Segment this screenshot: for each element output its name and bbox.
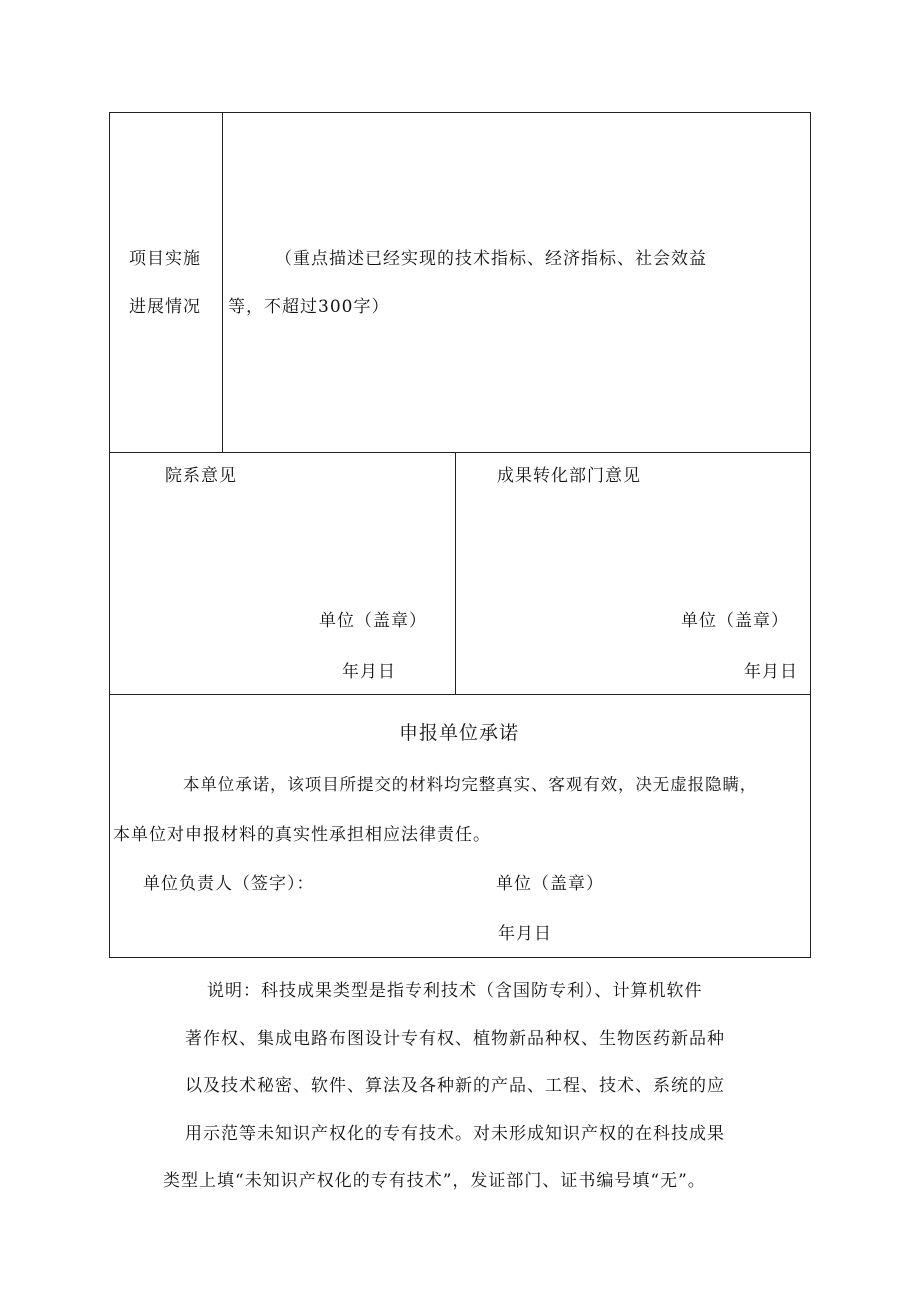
commitment-date: 年月日 xyxy=(498,924,552,944)
note-line2: 著作权、集成电路布图设计专有权、植物新品种权、生物医药新品种 xyxy=(185,1029,725,1049)
progress-hint-line2: 等，不超过300字） xyxy=(228,297,390,317)
table-border-right xyxy=(810,112,811,958)
progress-label-divider xyxy=(222,112,223,453)
commitment-text-line2: 本单位对申报材料的真实性承担相应法律责任。 xyxy=(113,825,491,845)
dept-opinion-seal: 单位（盖章） xyxy=(319,611,427,631)
note-line4: 用示范等未知识产权化的专有技术。对未形成知识产权的在科技成果 xyxy=(185,1124,725,1144)
commitment-text-line1: 本单位承诺，该项目所提交的材料均完整真实、客观有效，决无虚报隐瞒， xyxy=(183,775,758,794)
progress-label-line1: 项目实施 xyxy=(129,249,201,269)
progress-label-line2: 进展情况 xyxy=(129,297,201,317)
opinion-column-divider xyxy=(455,452,456,695)
note-line1: 说明：科技成果类型是指专利技术（含国防专利）、计算机软件 xyxy=(207,981,703,1001)
row-divider-opinion xyxy=(109,694,811,695)
table-border-left xyxy=(109,112,110,958)
note-line3: 以及技术秘密、软件、算法及各种新的产品、工程、技术、系统的应 xyxy=(185,1076,725,1096)
progress-hint-line1: （重点描述已经实现的技术指标、经济指标、社会效益 xyxy=(275,249,707,269)
transfer-opinion-date: 年月日 xyxy=(744,662,798,682)
table-border-top xyxy=(109,112,811,113)
note-line5: 类型上填“未知识产权化的专有技术”，发证部门、证书编号填“无”。 xyxy=(163,1171,706,1191)
commitment-seal: 单位（盖章） xyxy=(496,874,604,894)
dept-opinion-date: 年月日 xyxy=(342,662,396,682)
transfer-opinion-seal: 单位（盖章） xyxy=(681,611,789,631)
table-border-bottom xyxy=(109,957,811,958)
row-divider-progress xyxy=(109,452,811,453)
commitment-signer-label: 单位负责人（签字）： xyxy=(143,874,315,894)
commitment-heading: 申报单位承诺 xyxy=(399,722,520,744)
dept-opinion-title: 院系意见 xyxy=(165,466,237,486)
transfer-opinion-title: 成果转化部门意见 xyxy=(497,466,641,486)
